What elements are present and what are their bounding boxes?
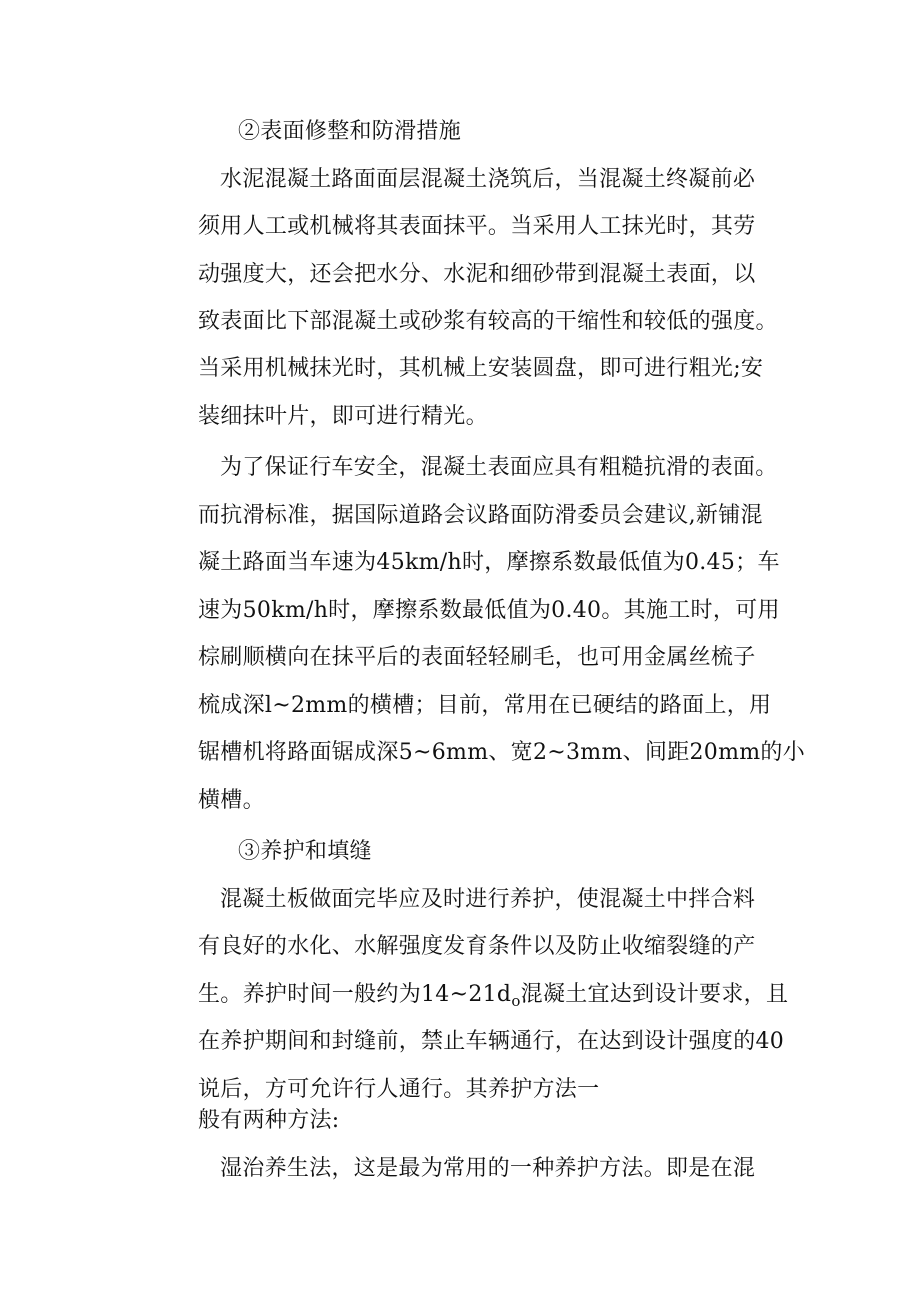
paragraph-line: 棕刷顺横向在抹平后的表面轻轻刷毛，也可用金属丝梳子 <box>198 645 756 670</box>
section-heading: ③养护和填缝 <box>238 839 372 864</box>
subscript-text: o <box>511 992 521 1010</box>
section-heading: ②表面修整和防滑措施 <box>238 119 462 144</box>
paragraph-line: 湿治养生法，这是最为常用的一种养护方法。即是在混 <box>220 1156 756 1181</box>
paragraph-line: 而抗滑标准，据国际道路会议路面防滑委员会建议,新铺混 <box>198 503 763 528</box>
paragraph-line: 水泥混凝土路面面层混凝土浇筑后，当混凝土终凝前必 <box>220 167 756 192</box>
paragraph-line: 装细抹叶片，即可进行精光。 <box>198 404 488 429</box>
paragraph-line: 在养护期间和封缝前，禁止车辆通行，在达到设计强度的40 <box>198 1029 785 1054</box>
paragraph-line: 须用人工或机械将其表面抹平。当采用人工抹光时，其劳 <box>198 214 756 239</box>
paragraph-line: 锯槽机将路面锯成深5~6mm、宽2~3mm、间距20mm的小 <box>198 740 806 765</box>
paragraph-line: 说后，方可允许行人通行。其养护方法一 <box>198 1077 600 1102</box>
paragraph-line: 横槽。 <box>198 788 265 813</box>
paragraph-line: 致表面比下部混凝土或砂浆有较高的干缩性和较低的强度。 <box>198 309 778 334</box>
paragraph-line: 混凝土板做面完毕应及时进行养护，使混凝土中拌合料 <box>220 887 756 912</box>
paragraph-line: 速为50km/h时，摩擦系数最低值为0.40。其施工时，可用 <box>198 598 780 623</box>
paragraph-line: 凝土路面当车速为45km/h时，摩擦系数最低值为0.45；车 <box>198 550 780 575</box>
paragraph-line: 般有两种方法: <box>198 1108 340 1133</box>
paragraph-line: 梳成深l~2mm的横槽；目前，常用在已硬结的路面上，用 <box>198 693 772 718</box>
paragraph-line: 动强度大，还会把水分、水泥和细砂带到混凝土表面，以 <box>198 262 756 287</box>
paragraph-line: 为了保证行车安全，混凝土表面应具有粗糙抗滑的表面。 <box>220 455 778 480</box>
paragraph-line: 有良好的水化、水解强度发育条件以及防止收缩裂缝的产 <box>198 934 756 959</box>
text-run: 混凝土宜达到设计要求，且 <box>520 982 789 1007</box>
paragraph-line: 当采用机械抹光时，其机械上安装圆盘，即可进行粗光;安 <box>198 356 764 381</box>
paragraph-line <box>198 980 798 1011</box>
text-run: 生。养护时间一般约为14~21d <box>198 982 512 1007</box>
